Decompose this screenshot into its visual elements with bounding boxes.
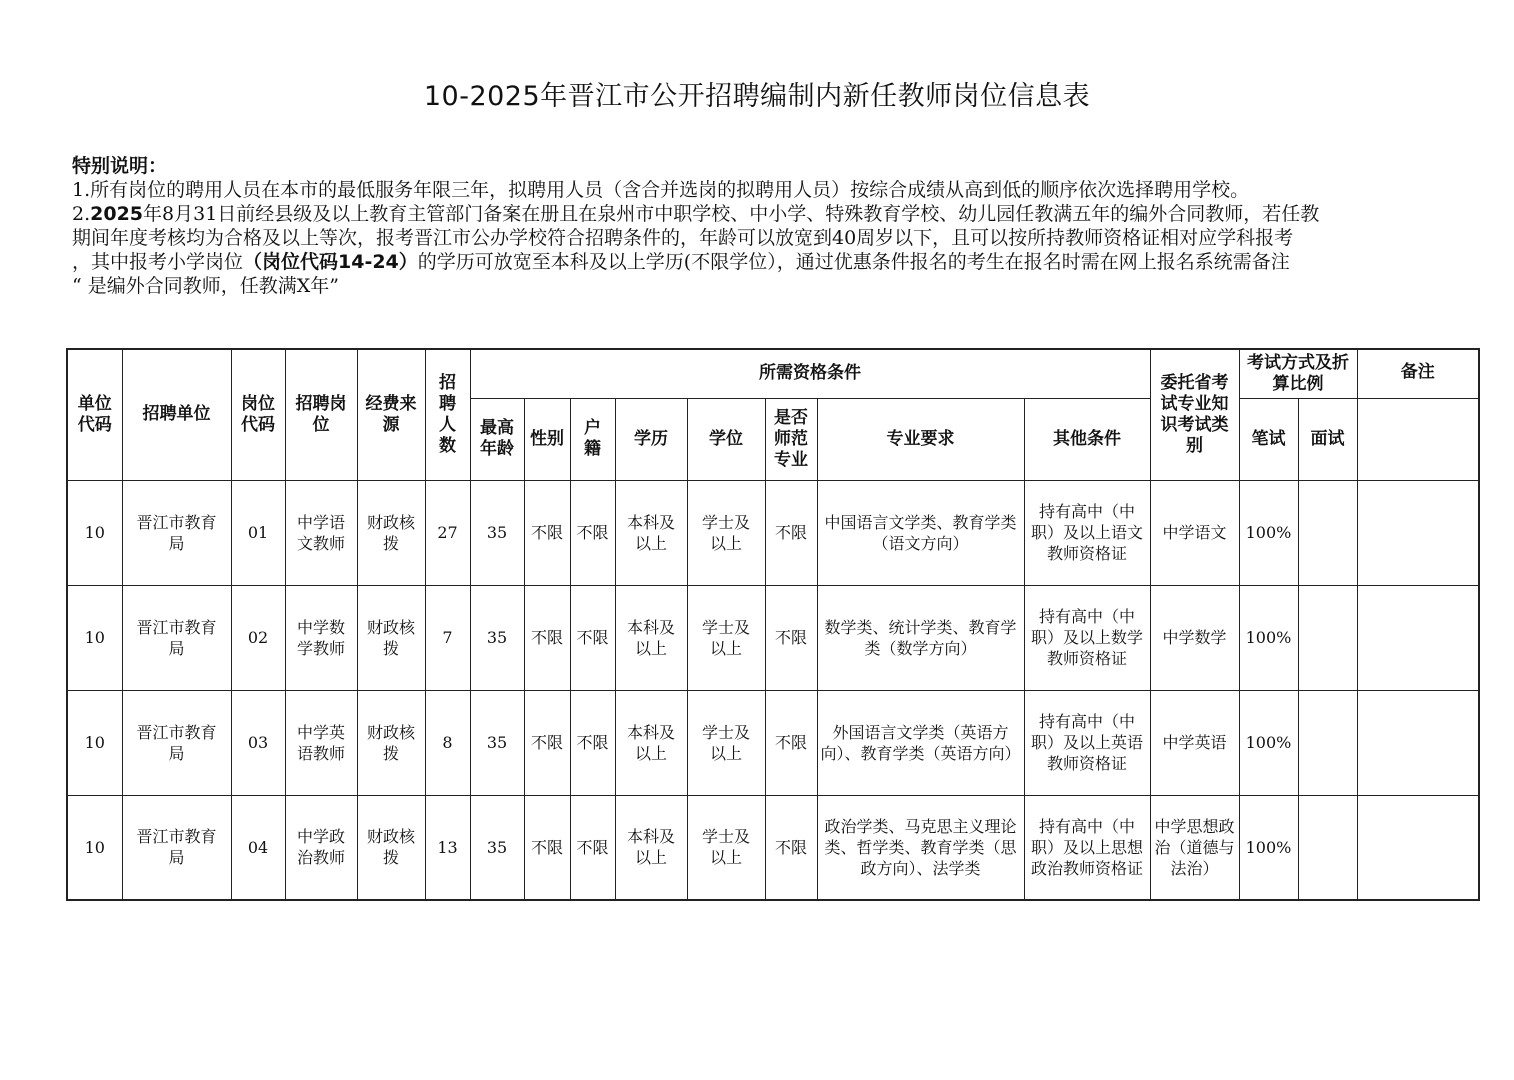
cell-max-age: 35 [470,480,524,585]
cell-remarks [1357,795,1479,900]
cell-funding: 财政核拨 [357,480,425,585]
cell-written: 100% [1239,480,1298,585]
cell-unit: 晋江市教育局 [122,795,231,900]
cell-count: 13 [425,795,470,900]
notes-line-3: 期间年度考核均为合格及以上等次，报考晋江市公办学校符合招聘条件的，年龄可以放宽到40周岁以下，且可以按所持教师资格证相对应学科报考 [72,227,1294,249]
cell-exam-category: 中学语文 [1150,480,1239,585]
table-row [67,795,1479,900]
header-unit: 招聘单位 [122,349,231,480]
cell-post: 中学英语教师 [285,690,357,795]
cell-exam-category: 中学英语 [1150,690,1239,795]
cell-normal-major: 不限 [765,795,817,900]
cell-other: 持有高中（中职）及以上数学教师资格证 [1024,585,1150,690]
cell-count: 7 [425,585,470,690]
cell-exam-category: 中学思想政治（道德与法治） [1150,795,1239,900]
header-degree: 学位 [687,398,765,480]
cell-max-age: 35 [470,795,524,900]
cell-other: 持有高中（中职）及以上思想政治教师资格证 [1024,795,1150,900]
cell-other: 持有高中（中职）及以上语文教师资格证 [1024,480,1150,585]
cell-funding: 财政核拨 [357,690,425,795]
cell-normal-major: 不限 [765,480,817,585]
cell-unit: 晋江市教育局 [122,480,231,585]
cell-education: 本科及以上 [615,690,687,795]
cell-major-req: 外国语言文学类（英语方向）、教育学类（英语方向） [817,690,1024,795]
cell-normal-major: 不限 [765,585,817,690]
cell-hukou: 不限 [570,480,615,585]
cell-major-req: 中国语言文学类、教育学类（语文方向） [817,480,1024,585]
cell-education: 本科及以上 [615,795,687,900]
cell-post: 中学数学教师 [285,585,357,690]
notes-line-4-bold: （岗位代码14-24） [243,251,418,273]
header-funding: 经费来源 [357,349,425,480]
cell-hukou: 不限 [570,690,615,795]
cell-unit: 晋江市教育局 [122,585,231,690]
cell-unit-code: 10 [67,480,122,585]
cell-hukou: 不限 [570,795,615,900]
cell-other: 持有高中（中职）及以上英语教师资格证 [1024,690,1150,795]
cell-interview [1298,690,1357,795]
cell-gender: 不限 [524,585,570,690]
table-row [67,480,1479,585]
cell-written: 100% [1239,690,1298,795]
cell-interview [1298,795,1357,900]
cell-hukou: 不限 [570,585,615,690]
cell-post-code: 03 [231,690,285,795]
cell-remarks [1357,480,1479,585]
notes-line-2-prefix: 2. [72,203,91,225]
header-unit-code: 单位代码 [67,349,122,480]
cell-education: 本科及以上 [615,480,687,585]
special-notes [72,154,1482,296]
cell-post-code: 04 [231,795,285,900]
notes-heading: 特别说明： [72,155,168,177]
header-exam-method: 考试方式及折算比例 [1239,349,1357,398]
cell-degree: 学士及以上 [687,585,765,690]
notes-line-5: “ 是编外合同教师，任教满X年” [72,275,339,296]
header-row-1 [67,349,1479,398]
cell-education: 本科及以上 [615,585,687,690]
table-row [67,690,1479,795]
header-remarks-blank [1357,398,1479,480]
cell-gender: 不限 [524,795,570,900]
header-education: 学历 [615,398,687,480]
header-exam-category: 委托省考试专业知识考试类别 [1150,349,1239,480]
cell-interview [1298,585,1357,690]
cell-major-req: 政治学类、马克思主义理论类、哲学类、教育学类（思政方向）、法学类 [817,795,1024,900]
header-qualifications: 所需资格条件 [470,349,1150,398]
notes-line-2-rest: 年8月31日前经县级及以上教育主管部门备案在册且在泉州市中职学校、中小学、特殊教育学校、幼儿园任教满五年的编外合同教师，若任教 [143,203,1320,225]
header-hukou: 户籍 [570,398,615,480]
cell-post: 中学政治教师 [285,795,357,900]
header-normal-major: 是否师范专业 [765,398,817,480]
cell-unit-code: 10 [67,690,122,795]
header-post: 招聘岗位 [285,349,357,480]
cell-gender: 不限 [524,480,570,585]
notes-line-4 [72,250,1482,274]
cell-unit: 晋江市教育局 [122,690,231,795]
cell-major-req: 数学类、统计学类、教育学类（数学方向） [817,585,1024,690]
cell-count: 27 [425,480,470,585]
notes-line-1: 1.所有岗位的聘用人员在本市的最低服务年限三年，拟聘用人员（含合并选岗的拟聘用人员）按综合成绩从高到低的顺序依次选择聘用学校。 [72,179,1250,201]
cell-written: 100% [1239,795,1298,900]
cell-max-age: 35 [470,690,524,795]
cell-interview [1298,480,1357,585]
cell-remarks [1357,585,1479,690]
notes-line-2-bold: 2025 [90,203,144,225]
cell-unit-code: 10 [67,585,122,690]
cell-post-code: 01 [231,480,285,585]
header-other: 其他条件 [1024,398,1150,480]
cell-normal-major: 不限 [765,690,817,795]
cell-degree: 学士及以上 [687,690,765,795]
cell-count: 8 [425,690,470,795]
header-post-code: 岗位代码 [231,349,285,480]
cell-gender: 不限 [524,690,570,795]
page-title: 10-2025年晋江市公开招聘编制内新任教师岗位信息表 [423,81,1091,112]
header-major-req: 专业要求 [817,398,1024,480]
cell-funding: 财政核拨 [357,585,425,690]
cell-degree: 学士及以上 [687,795,765,900]
header-max-age: 最高年龄 [470,398,524,480]
notes-line-4-rest: 的学历可放宽至本科及以上学历(不限学位），通过优惠条件报名的考生在报名时需在网上报名系统需备注 [417,251,1290,273]
header-interview: 面试 [1298,398,1357,480]
header-written: 笔试 [1239,398,1298,480]
cell-funding: 财政核拨 [357,795,425,900]
header-count: 招聘人数 [425,349,470,480]
positions-table [66,348,1480,901]
cell-exam-category: 中学数学 [1150,585,1239,690]
cell-written: 100% [1239,585,1298,690]
cell-post: 中学语文教师 [285,480,357,585]
table-row [67,585,1479,690]
cell-max-age: 35 [470,585,524,690]
cell-unit-code: 10 [67,795,122,900]
notes-line-4-prefix: ，其中报考小学岗位 [72,251,244,273]
cell-remarks [1357,690,1479,795]
cell-post-code: 02 [231,585,285,690]
cell-degree: 学士及以上 [687,480,765,585]
header-remarks: 备注 [1357,349,1479,398]
notes-line-2 [72,202,1482,226]
header-gender: 性别 [524,398,570,480]
